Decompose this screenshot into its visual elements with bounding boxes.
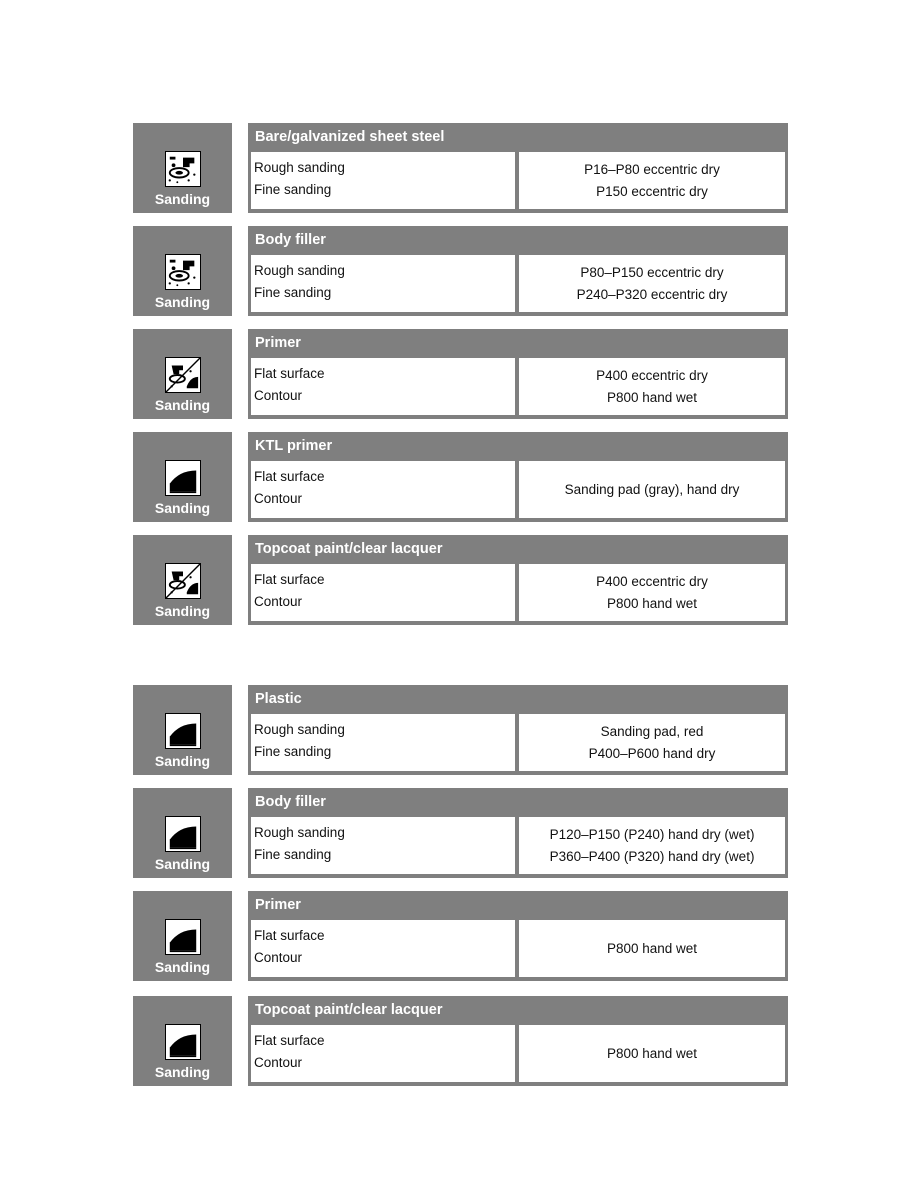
sanding-icon-tile xyxy=(133,891,232,981)
abrasive-cell xyxy=(519,461,785,518)
step-label: Fine sanding xyxy=(254,285,332,300)
abrasive-spec: P800 hand wet xyxy=(606,1045,698,1061)
abrasive-spec: Sanding pad (gray), hand dry xyxy=(564,481,740,497)
card-title: Topcoat paint/clear lacquer xyxy=(255,541,443,557)
sanding-block xyxy=(133,123,788,213)
icon-caption: Sanding xyxy=(154,1064,211,1080)
card-title: KTL primer xyxy=(255,438,333,454)
step-cell xyxy=(251,1025,515,1082)
abrasive-cell xyxy=(519,564,785,621)
step-cell xyxy=(251,152,515,209)
material-card xyxy=(248,788,788,878)
abrasive-cell xyxy=(519,255,785,312)
sanding-block xyxy=(133,432,788,522)
abrasive-spec: P400 eccentric dry xyxy=(596,573,708,589)
step-label: Rough sanding xyxy=(254,825,345,840)
sanding-pad-icon xyxy=(165,1024,201,1060)
step-label: Contour xyxy=(254,388,303,403)
step-label: Rough sanding xyxy=(254,263,345,278)
material-card xyxy=(248,535,788,625)
icon-caption: Sanding xyxy=(154,603,211,619)
step-cell xyxy=(251,358,515,415)
step-label: Flat surface xyxy=(254,928,325,943)
step-cell xyxy=(251,920,515,977)
sander-hand-split-icon xyxy=(165,563,201,599)
abrasive-cell xyxy=(519,358,785,415)
material-card xyxy=(248,996,788,1086)
sanding-block xyxy=(133,226,788,316)
material-card xyxy=(248,329,788,419)
abrasive-spec: P120–P150 (P240) hand dry (wet) xyxy=(549,826,755,842)
sanding-block xyxy=(133,891,788,981)
card-title: Body filler xyxy=(255,232,326,248)
abrasive-spec: P800 hand wet xyxy=(606,595,698,611)
step-label: Flat surface xyxy=(254,366,325,381)
sanding-icon-tile xyxy=(133,535,232,625)
card-title: Body filler xyxy=(255,794,326,810)
abrasive-cell xyxy=(519,920,785,977)
card-title: Primer xyxy=(255,897,301,913)
step-label: Fine sanding xyxy=(254,744,332,759)
sanding-icon-tile xyxy=(133,788,232,878)
abrasive-spec: P16–P80 eccentric dry xyxy=(584,161,720,177)
step-cell xyxy=(251,255,515,312)
sanding-icon-tile xyxy=(133,996,232,1086)
step-label: Contour xyxy=(254,594,303,609)
sander-hand-split-icon xyxy=(165,357,201,393)
step-label: Contour xyxy=(254,1055,303,1070)
sanding-icon-tile xyxy=(133,432,232,522)
orbital-sander-icon xyxy=(165,254,201,290)
icon-caption: Sanding xyxy=(154,191,211,207)
material-card xyxy=(248,891,788,981)
orbital-sander-icon xyxy=(165,151,201,187)
abrasive-spec: P400–P600 hand dry xyxy=(588,745,716,761)
abrasive-spec: P800 hand wet xyxy=(606,940,698,956)
icon-caption: Sanding xyxy=(154,753,211,769)
icon-caption: Sanding xyxy=(154,500,211,516)
icon-caption: Sanding xyxy=(154,294,211,310)
step-label: Flat surface xyxy=(254,1033,325,1048)
icon-caption: Sanding xyxy=(154,397,211,413)
sanding-icon-tile xyxy=(133,329,232,419)
abrasive-cell xyxy=(519,1025,785,1082)
step-label: Flat surface xyxy=(254,572,325,587)
step-cell xyxy=(251,714,515,771)
sanding-block xyxy=(133,329,788,419)
abrasive-cell xyxy=(519,152,785,209)
step-label: Rough sanding xyxy=(254,722,345,737)
material-card xyxy=(248,226,788,316)
icon-caption: Sanding xyxy=(154,856,211,872)
material-card xyxy=(248,123,788,213)
step-cell xyxy=(251,817,515,874)
sanding-pad-icon xyxy=(165,919,201,955)
sanding-icon-tile xyxy=(133,685,232,775)
abrasive-spec: P360–P400 (P320) hand dry (wet) xyxy=(549,848,755,864)
sanding-pad-icon xyxy=(165,816,201,852)
abrasive-spec: Sanding pad, red xyxy=(600,723,704,739)
sanding-pad-icon xyxy=(165,713,201,749)
material-card xyxy=(248,685,788,775)
sanding-pad-icon xyxy=(165,460,201,496)
abrasive-spec: P80–P150 eccentric dry xyxy=(580,264,724,280)
material-card xyxy=(248,432,788,522)
card-title: Bare/galvanized sheet steel xyxy=(255,129,445,145)
sanding-block xyxy=(133,788,788,878)
abrasive-cell xyxy=(519,817,785,874)
abrasive-cell xyxy=(519,714,785,771)
card-title: Primer xyxy=(255,335,301,351)
card-title: Plastic xyxy=(255,691,302,707)
step-label: Rough sanding xyxy=(254,160,345,175)
abrasive-spec: P800 hand wet xyxy=(606,389,698,405)
step-label: Fine sanding xyxy=(254,847,332,862)
sanding-icon-tile xyxy=(133,226,232,316)
step-label: Flat surface xyxy=(254,469,325,484)
sanding-block xyxy=(133,996,788,1086)
sanding-icon-tile xyxy=(133,123,232,213)
abrasive-spec: P400 eccentric dry xyxy=(596,367,708,383)
abrasive-spec: P240–P320 eccentric dry xyxy=(576,286,728,302)
step-label: Contour xyxy=(254,491,303,506)
step-label: Contour xyxy=(254,950,303,965)
step-label: Fine sanding xyxy=(254,182,332,197)
icon-caption: Sanding xyxy=(154,959,211,975)
sanding-block xyxy=(133,535,788,625)
card-title: Topcoat paint/clear lacquer xyxy=(255,1002,443,1018)
abrasive-spec: P150 eccentric dry xyxy=(596,183,708,199)
step-cell xyxy=(251,564,515,621)
step-cell xyxy=(251,461,515,518)
sanding-block xyxy=(133,685,788,775)
